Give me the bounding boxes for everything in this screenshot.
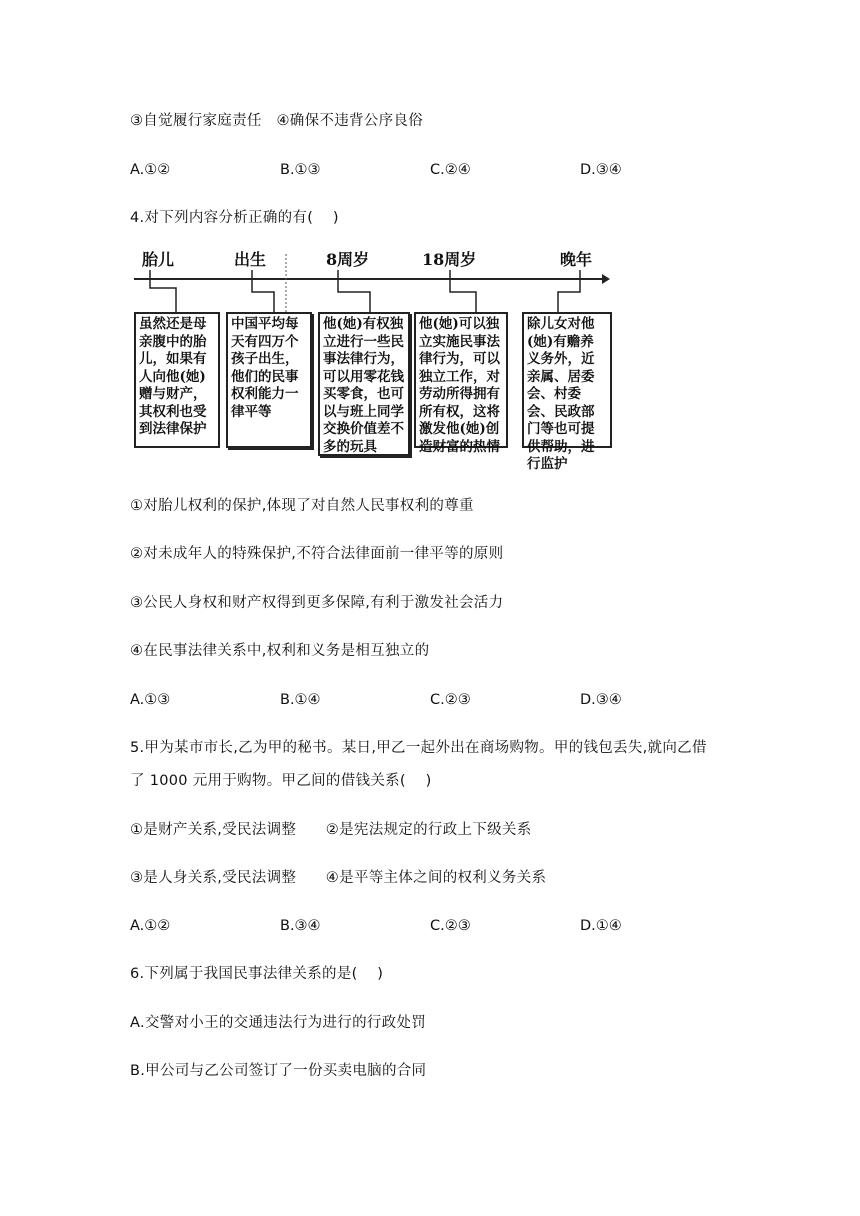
stage-age-18: 18周岁 — [422, 250, 477, 269]
q3-choice-c: C.②④ — [430, 162, 471, 178]
age-8-box: 他(她)有权独立进行一些民事法律行为，可以用零花钱买零食，也可以与班上同学交换价值差不多的玩具 — [318, 312, 410, 456]
q3-choice-b: B.①③ — [280, 162, 321, 178]
q3-choice-a: A.①② — [130, 162, 171, 178]
q6-option-b: B.甲公司与乙公司签订了一份买卖电脑的合同 — [130, 1063, 427, 1079]
q4-statement-4: ④在民事法律关系中,权利和义务是相互独立的 — [130, 643, 430, 659]
fetus-box: 虽然还是母亲腹中的胎儿，如果有人向他(她)赠与财产，其权利也受到法律保护 — [134, 312, 220, 448]
q4-stem: 4.对下列内容分析正确的有( ) — [130, 210, 339, 226]
q6-option-a: A.交警对小王的交通违法行为进行的行政处罚 — [130, 1015, 427, 1031]
q6-stem: 6.下列属于我国民事法律关系的是( ) — [130, 966, 384, 982]
q3-options-line: ③自觉履行家庭责任 ④确保不违背公序良俗 — [130, 113, 423, 129]
q5-choice-d: D.①④ — [580, 918, 622, 934]
q5-stem-line-1: 5.甲为某市市长,乙为甲的秘书。某日,甲乙一起外出在商场购物。甲的钱包丢失,就向乙借 — [130, 740, 707, 756]
q4-statement-2: ②对未成年人的特殊保护,不符合法律面前一律平等的原则 — [130, 546, 504, 562]
stage-old-age: 晚年 — [560, 250, 593, 269]
q5-statements-line-1: ①是财产关系,受民法调整 ②是宪法规定的行政上下级关系 — [130, 822, 532, 838]
q4-statement-1: ①对胎儿权利的保护,体现了对自然人民事权利的尊重 — [130, 498, 474, 514]
stage-age-8: 8周岁 — [326, 250, 370, 269]
life-stage-timeline-figure — [128, 248, 618, 472]
q4-choice-d: D.③④ — [580, 692, 622, 708]
q5-choice-b: B.③④ — [280, 918, 321, 934]
q5-choice-c: C.②③ — [430, 918, 471, 934]
old-age-box: 除儿女对他(她)有赡养义务外，近亲属、居委会、村委会、民政部门等也可提供帮助，进行监护 — [522, 312, 612, 448]
q4-choice-b: B.①④ — [280, 692, 321, 708]
q4-choice-c: C.②③ — [430, 692, 471, 708]
birth-box: 中国平均每天有四万个孩子出生，他们的民事权利能力一律平等 — [226, 312, 312, 448]
q4-statement-3: ③公民人身权和财产权得到更多保障,有利于激发社会活力 — [130, 595, 504, 611]
q5-choice-a: A.①② — [130, 918, 171, 934]
stage-birth: 出生 — [234, 250, 267, 269]
stage-fetus: 胎儿 — [142, 250, 175, 269]
q5-stem-line-2: 了 1000 元用于购物。甲乙间的借钱关系( ) — [130, 773, 432, 789]
age-18-box: 他(她)可以独立实施民事法律行为，可以独立工作，对劳动所得拥有所有权，这将激发他(她)创造财富的热情 — [414, 312, 508, 448]
q3-choice-d: D.③④ — [580, 162, 622, 178]
q4-choice-a: A.①③ — [130, 692, 171, 708]
q5-statements-line-2: ③是人身关系,受民法调整 ④是平等主体之间的权利义务关系 — [130, 870, 547, 886]
